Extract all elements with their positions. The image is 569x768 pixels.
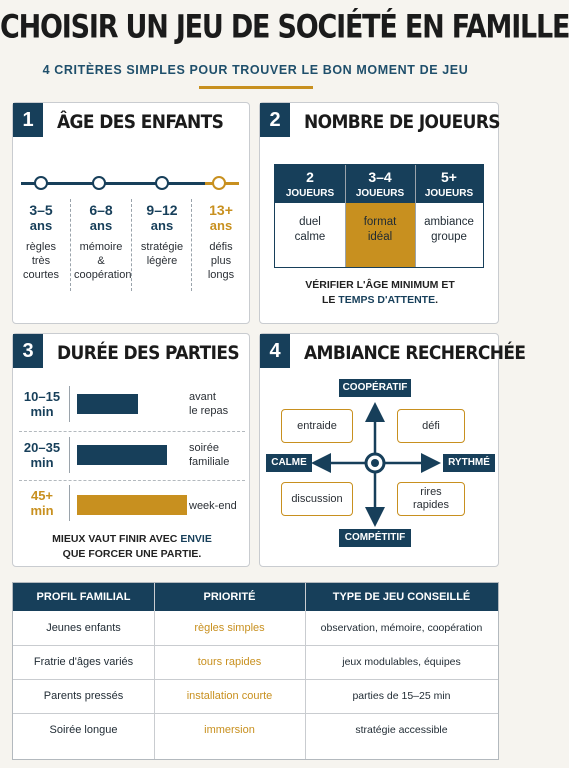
duration-note: MIEUX VAUT FINIR AVEC ENVIE QUE FORCER UNE PARTIE. [52, 533, 212, 560]
table-cell: observation, mémoire, coopération [320, 622, 483, 634]
axis-label-right: RYTHMÉ [443, 454, 495, 472]
timeline-dot [212, 176, 226, 190]
age-card [12, 102, 250, 324]
players-note: VÉRIFIER L'ÂGE MINIMUM ET LE TEMPS D'ATTENTE. [305, 279, 455, 306]
age-timeline [21, 182, 205, 185]
age-group: 13+ ans défis plus longs [207, 202, 235, 281]
duration-bar [77, 394, 138, 414]
players-header: 3–4 JOUEURS [345, 165, 415, 203]
players-card [259, 102, 499, 324]
table-header: TYPE DE JEU CONSEILLÉ [305, 583, 498, 611]
timeline-dot [155, 176, 169, 190]
duration-bar [77, 495, 187, 515]
mood-quadrant: discussion [281, 482, 353, 516]
section-number: 4 [260, 334, 290, 368]
mood-quadrant: défi [397, 409, 465, 443]
axis-label-left: CALME [266, 454, 312, 472]
axis-label-bottom: COMPÉTITIF [339, 529, 411, 547]
players-header: 5+ JOUEURS [415, 165, 483, 203]
duration-desc: week-end [189, 500, 237, 512]
profiles-table [12, 582, 499, 760]
divider [70, 199, 71, 291]
players-table [274, 164, 484, 268]
duration-range: 10–15 min [23, 389, 61, 419]
players-desc-highlight: format idéal [345, 203, 415, 267]
mood-card [259, 333, 526, 567]
table-row: Jeunes enfants [46, 622, 121, 634]
table-row: Soirée longue [49, 724, 118, 736]
duration-card [12, 333, 250, 567]
table-cell: immersion [204, 724, 255, 736]
age-group: 3–5 ans règles très courtes [22, 202, 60, 281]
table-cell: jeux modulables, équipes [342, 656, 461, 668]
axis-label-top: COOPÉRATIF [339, 379, 411, 397]
section-number: 1 [13, 103, 43, 137]
duration-desc: soirée familiale [189, 442, 230, 468]
players-desc: ambiance groupe [424, 216, 474, 243]
age-group: 6–8 ans mémoire & coopération [74, 202, 132, 281]
divider [191, 199, 192, 291]
mood-quadrant: entraide [281, 409, 353, 443]
section-title: DURÉE DES PARTIES [57, 342, 239, 365]
table-cell: parties de 15–25 min [352, 690, 451, 702]
page-subtitle: 4 CRITÈRES SIMPLES POUR TROUVER LE BON MOMENT DE JEU [42, 63, 469, 77]
table-header: PRIORITÉ [154, 583, 305, 611]
timeline-dot [92, 176, 106, 190]
table-cell: règles simples [194, 622, 265, 634]
players-desc: duel calme [294, 216, 326, 243]
section-number: 3 [13, 334, 43, 368]
table-row: Parents pressés [43, 690, 124, 702]
table-cell: installation courte [186, 690, 273, 702]
section-title: ÂGE DES ENFANTS [57, 111, 224, 134]
timeline-dot [34, 176, 48, 190]
duration-range: 20–35 min [23, 440, 61, 470]
section-title: AMBIANCE RECHERCHÉE [304, 342, 526, 365]
mood-quadrant: rires rapides [397, 482, 465, 516]
players-header: 2 JOUEURS [275, 165, 345, 203]
subtitle-underline [199, 86, 313, 89]
table-header: PROFIL FAMILIAL [13, 583, 154, 611]
table-cell: tours rapides [197, 656, 262, 668]
table-row: Fratrie d'âges variés [33, 656, 134, 668]
duration-bar [77, 445, 167, 465]
duration-desc: avant le repas [189, 391, 229, 417]
section-title: NOMBRE DE JOUEURS [304, 111, 500, 134]
duration-range: 45+ min [30, 488, 54, 518]
page-title: CHOISIR UN JEU DE SOCIÉTÉ EN FAMILLE [0, 9, 569, 46]
table-cell: stratégie accessible [355, 724, 448, 736]
section-number: 2 [260, 103, 290, 137]
age-group: 9–12 ans stratégie légère [140, 202, 184, 267]
